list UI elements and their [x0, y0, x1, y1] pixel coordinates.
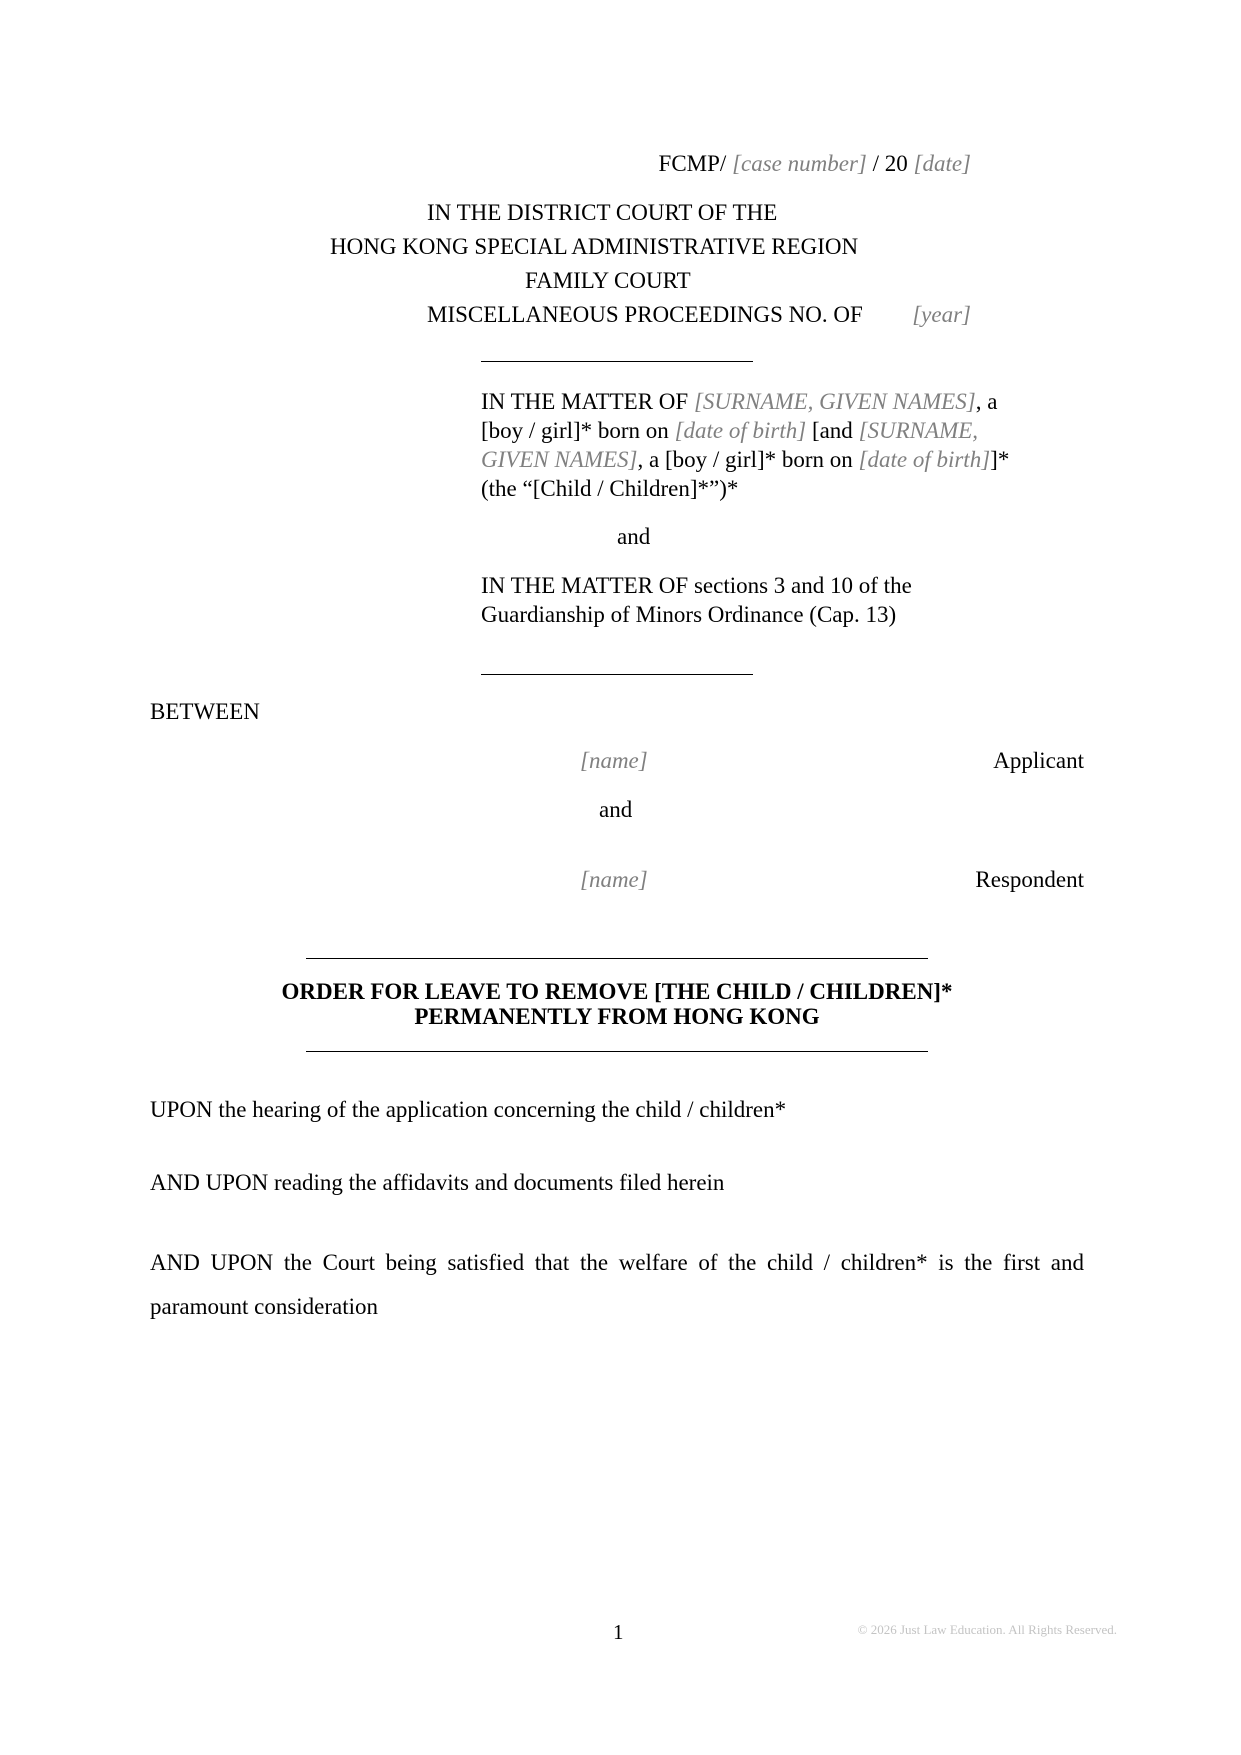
respondent-role: Respondent	[975, 867, 1084, 892]
case-year-prefix: / 20	[872, 151, 908, 176]
court-heading-line3: FAMILY COURT	[525, 268, 691, 293]
order-title-line1: ORDER FOR LEAVE TO REMOVE [THE CHILD / CHILDREN]*	[281, 979, 953, 1004]
matter-ordinance-line1: IN THE MATTER OF sections 3 and 10 of the	[481, 573, 912, 598]
matter-child-line1: IN THE MATTER OF [SURNAME, GIVEN NAMES], a	[481, 389, 998, 414]
case-date-placeholder: [date]	[913, 151, 971, 176]
recital-welfare-line2: paramount consideration	[150, 1294, 379, 1319]
page-number: 1	[613, 1620, 624, 1644]
matter-child-line3: GIVEN NAMES], a [boy / girl]* born on [date of birth]]*	[481, 447, 1010, 472]
parties-and: and	[599, 797, 633, 822]
recital-affidavits: AND UPON reading the affidavits and documents filed herein	[150, 1170, 725, 1195]
second-child-name-cont: GIVEN NAMES]	[481, 447, 638, 472]
case-reference	[659, 149, 971, 178]
and-connector: and	[617, 524, 651, 549]
proceedings-year-placeholder: [year]	[912, 302, 971, 327]
matter-ordinance-line2: Guardianship of Minors Ordinance (Cap. 13)	[481, 602, 897, 627]
court-heading-line2: HONG KONG SPECIAL ADMINISTRATIVE REGION	[330, 234, 859, 259]
title-rule-top	[306, 958, 928, 959]
recital-hearing: UPON the hearing of the application concerning the child / children*	[150, 1097, 787, 1122]
respondent-name-placeholder: [name]	[580, 867, 648, 892]
second-child-name-placeholder: [SURNAME,	[858, 418, 979, 443]
divider-top	[481, 361, 753, 362]
court-heading-line1: IN THE DISTRICT COURT OF THE	[427, 200, 778, 225]
court-heading-line4: MISCELLANEOUS PROCEEDINGS NO. OF	[427, 302, 863, 327]
matter-child-line2: [boy / girl]* born on [date of birth] [and [SURNAME,	[481, 418, 979, 443]
applicant-role: Applicant	[993, 748, 1084, 773]
matter-ordinance-block	[481, 571, 912, 629]
title-rule-bottom	[306, 1051, 928, 1052]
child-name-placeholder: [SURNAME, GIVEN NAMES]	[693, 389, 976, 414]
dob-placeholder: [date of birth]	[674, 418, 807, 443]
divider-middle	[481, 674, 753, 675]
copyright-notice: © 2026 Just Law Education. All Rights Reserved.	[857, 1622, 1117, 1637]
between-label: BETWEEN	[150, 699, 260, 724]
applicant-name-placeholder: [name]	[580, 748, 648, 773]
order-title	[150, 979, 1084, 1029]
second-dob-placeholder: [date of birth]	[858, 447, 991, 472]
recital-welfare	[150, 1241, 1084, 1329]
matter-child-line4: (the “[Child / Children]*”)*	[481, 476, 739, 501]
case-prefix: FCMP/	[658, 151, 727, 176]
matter-child-block	[481, 387, 1009, 503]
case-number-placeholder: [case number]	[732, 151, 867, 176]
recital-welfare-line1: AND UPON the Court being satisfied that the welfare of the child / children* is the first and	[150, 1250, 1084, 1275]
order-title-line2: PERMANENTLY FROM HONG KONG	[414, 1004, 820, 1029]
